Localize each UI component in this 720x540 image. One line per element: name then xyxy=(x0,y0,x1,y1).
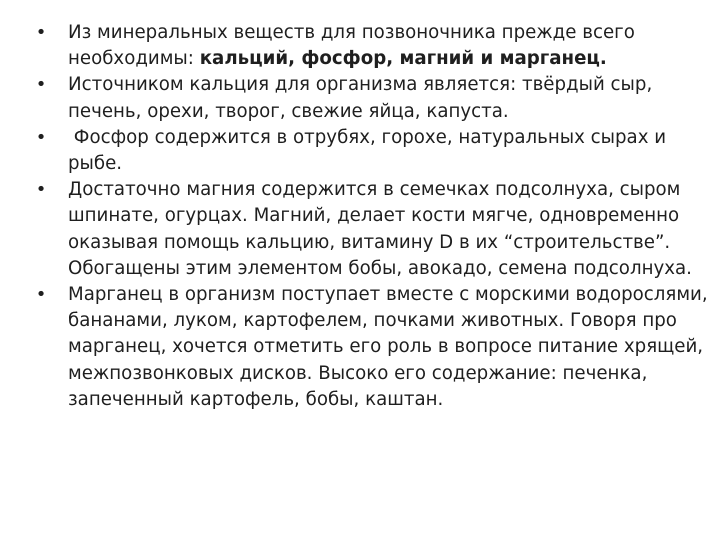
bullet-marker: • xyxy=(35,74,47,96)
bullet-list xyxy=(32,20,712,413)
bullet-item-magnesium xyxy=(32,177,712,282)
bullet-marker: • xyxy=(35,126,47,148)
bullet-text: Источником кальция для организма является: твёрдый сыр, печень, орехи, творог, свежие яйца, капуста. xyxy=(68,74,653,122)
bullet-marker: • xyxy=(35,284,47,306)
bullet-item-manganese xyxy=(32,282,712,413)
bullet-text: Достаточно магния содержится в семечках подсолнуха, сыром шпинате, огурцах. Магний, делает кости мягче, одновременно оказывая помощь кальцию, витамину D в их “строительстве”. Обогащены этим элементом бобы, авокадо, семена подсолнуха. xyxy=(68,179,692,279)
bullet-item-minerals xyxy=(32,20,712,72)
bullet-marker: • xyxy=(35,22,47,43)
bullet-text: Фосфор содержится в отрубях, горохе, натуральных сырах и рыбе. xyxy=(68,126,672,175)
bullet-item-phosphorus xyxy=(32,125,712,177)
bullet-marker: • xyxy=(35,179,47,201)
bullet-text: Марганец в организм поступает вместе с морскими водорослями, бананами, луком, картофелем, почками животных. Говоря про марганец, хочется отметить его роль в вопросе питание хрящей, межпозвонковых дисков. Высоко его содержание: печенка, запеченный картофель, бобы, каштан. xyxy=(68,284,708,410)
bullet-text: Из минеральных веществ для позвоночника прежде всего необходимы: xyxy=(68,22,635,70)
bullet-bold-text: кальций, фосфор, магний и марганец. xyxy=(199,48,607,70)
bullet-item-calcium xyxy=(32,72,712,124)
